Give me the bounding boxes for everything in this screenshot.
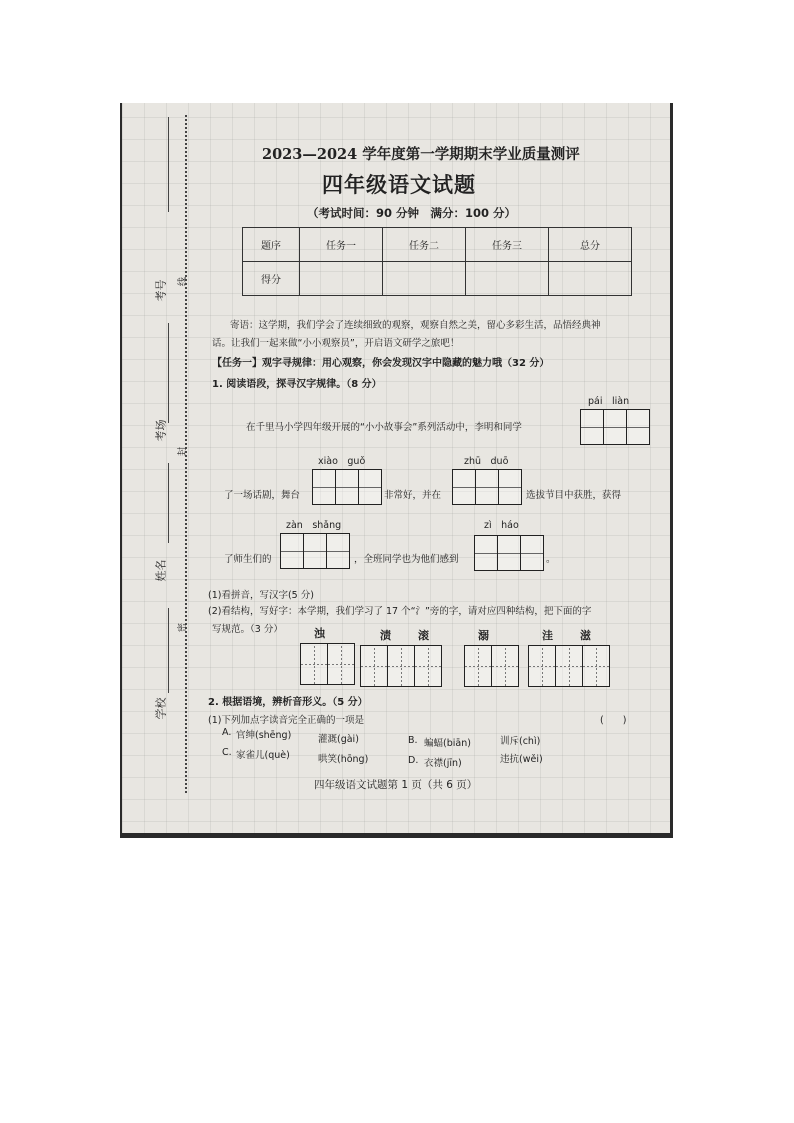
blank-line-2 — [168, 323, 169, 423]
score-input-cell[interactable] — [549, 262, 632, 296]
label-name: 姓名 — [154, 559, 168, 582]
char-zhuo: 浊 — [314, 627, 325, 640]
score-header-cell: 任务二 — [383, 228, 466, 262]
score-header-cell: 任务一 — [300, 228, 383, 262]
option-b-item-1: 蝙蝠(biān) — [424, 738, 471, 749]
exam-info: （考试时间：90 分钟 满分：100 分） — [307, 206, 517, 220]
q2-sub1: (1)下列加点字读音完全正确的一项是 — [208, 715, 364, 726]
option-d-item-1: 衣襟(jīn) — [424, 758, 462, 769]
option-a-item-1: 官绅(shēng) — [236, 730, 292, 741]
q1-text-line-2b: 非常好，并在 — [384, 490, 442, 501]
pinyin-xiaoguo: xiào guǒ — [318, 456, 366, 467]
score-table — [242, 227, 632, 296]
writing-grid-1[interactable] — [300, 643, 355, 685]
score-input-cell[interactable] — [300, 262, 383, 296]
score-row-label: 得分 — [243, 262, 300, 296]
seal-mark-secret: 密 — [178, 622, 189, 633]
pinyin-zanshang: zàn shǎng — [286, 520, 342, 531]
score-input-cell[interactable] — [466, 262, 549, 296]
option-d-item-2: 违抗(wěi) — [500, 754, 543, 765]
task1-heading: 【任务一】观字寻规律：用心观察，你会发现汉字中隐藏的魅力哦（32 分） — [212, 358, 550, 369]
table-row — [243, 262, 632, 296]
answer-boxes-zhuduo[interactable] — [452, 469, 522, 505]
char-ni: 溺 — [478, 629, 489, 642]
exam-subtitle: 2023—2024 学年度第一学期期末学业质量测评 — [262, 146, 580, 163]
option-d-label: D. — [408, 755, 419, 766]
q1-text-line-3a: 了师生们的 — [224, 554, 272, 565]
answer-boxes-zanshang[interactable] — [280, 533, 350, 569]
q1-sub1: (1)看拼音，写汉字(5 分) — [208, 590, 314, 601]
option-b-item-2: 训斥(chì) — [500, 736, 541, 747]
q1-text-line-3b: ，全班同学也为他们感到 — [354, 554, 459, 565]
score-header-cell: 题序 — [243, 228, 300, 262]
intro-line-1: 寄语：这学期，我们学会了连续细致的观察，观察自然之美，留心多彩生活，品悟经典神 — [230, 320, 601, 331]
char-zi2: 滋 — [580, 629, 591, 642]
blank-line-3 — [168, 463, 169, 543]
char-gun: 滚 — [418, 629, 429, 642]
option-a-label: A. — [222, 727, 232, 738]
answer-boxes-pailian[interactable] — [580, 409, 650, 445]
option-c-item-1: 家雀儿(què) — [236, 750, 290, 761]
q1-sub2-line-1: (2)看结构，写好字：本学期，我们学习了 17 个“氵”旁的字，请对应四种结构，把下面的字 — [208, 606, 592, 617]
table-row — [243, 228, 632, 262]
answer-boxes-zihao[interactable] — [474, 535, 544, 571]
score-header-cell: 总分 — [549, 228, 632, 262]
page-footer: 四年级语文试题第 1 页（共 6 页） — [314, 779, 478, 791]
q2-answer-bracket[interactable]: ( ) — [600, 715, 627, 726]
q2-heading: 2. 根据语境，辨析音形义。（5 分） — [208, 697, 368, 708]
label-exam-number: 考号 — [154, 279, 168, 302]
q1-sub2-line-2: 写规范。（3 分） — [212, 624, 283, 635]
option-c-label: C. — [222, 747, 232, 758]
q1-heading: 1. 阅读语段，探寻汉字规律。（8 分） — [212, 379, 382, 390]
q1-text-line-1: 在千里马小学四年级开展的“小小故事会”系列活动中，李明和同学 — [246, 422, 522, 433]
pinyin-zihao: zì háo — [484, 520, 519, 531]
option-b-label: B. — [408, 735, 418, 746]
seal-mark-seal: 封 — [178, 446, 189, 457]
char-wa: 洼 — [542, 629, 553, 642]
exam-paper — [122, 103, 670, 833]
option-c-item-2: 哄笑(hōng) — [318, 754, 369, 765]
answer-boxes-xiaoguo[interactable] — [312, 469, 382, 505]
q1-text-line-3c: 。 — [546, 554, 556, 565]
label-exam-room: 考场 — [154, 419, 168, 442]
pinyin-zhuduo: zhū duō — [464, 456, 509, 467]
writing-grid-2[interactable] — [360, 645, 442, 687]
option-a-item-2: 灌溉(gài) — [318, 734, 359, 745]
score-header-cell: 任务三 — [466, 228, 549, 262]
char-zi: 渍 — [380, 629, 391, 642]
label-school: 学校 — [154, 697, 168, 720]
writing-grid-3[interactable] — [464, 645, 519, 687]
q1-text-line-2c: 选拔节目中获胜，获得 — [526, 490, 622, 501]
intro-line-2: 话。让我们一起来做“小小观察员”，开启语文研学之旅吧！ — [212, 338, 460, 349]
score-input-cell[interactable] — [383, 262, 466, 296]
q1-text-line-2a: 了一场话剧，舞台 — [224, 490, 301, 501]
pinyin-pailian: pái liàn — [588, 396, 630, 407]
blank-line-1 — [168, 117, 169, 212]
writing-grid-4[interactable] — [528, 645, 610, 687]
exam-title: 四年级语文试题 — [322, 172, 476, 197]
blank-line-4 — [168, 608, 169, 693]
seal-mark-line: 线 — [178, 276, 189, 287]
